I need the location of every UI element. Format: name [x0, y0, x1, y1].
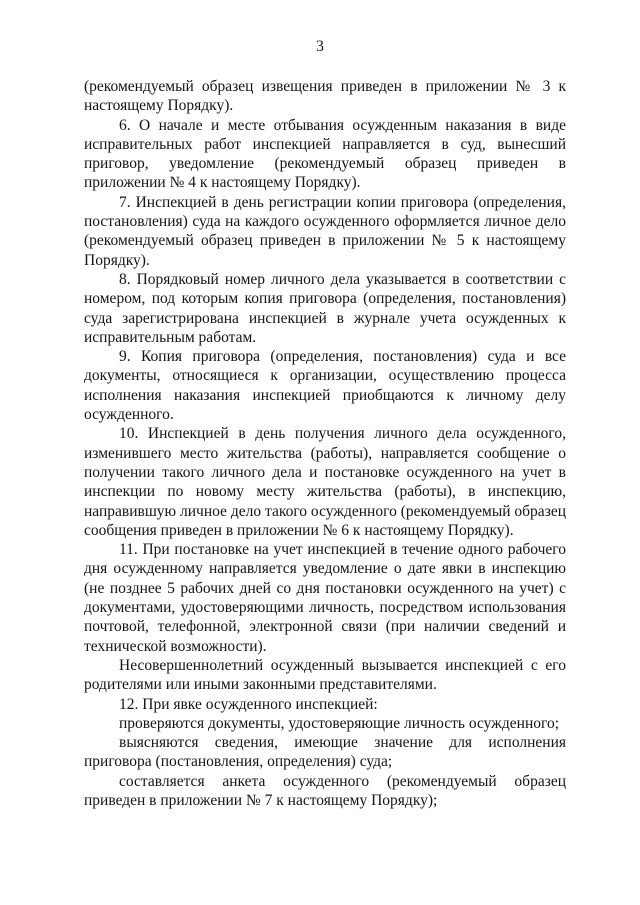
paragraph-item-8: 8. Порядковый номер личного дела указывается в соответствии с номером, под которым копия приговора (определения, постановления) суда зарегистрирована инспекцией в журнале учета осужденных к исправительным работам. — [84, 270, 566, 346]
paragraph-continuation: (рекомендуемый образец извещения приведен в приложении № 3 к настоящему Порядку). — [84, 78, 566, 115]
paragraph-item-12-clarify-info: выясняются сведения, имеющие значение для исполнения приговора (постановления, определения) суда; — [84, 734, 566, 771]
paragraph-item-10: 10. Инспекцией в день получения личного дела осужденного, изменившего место жительства (работы), направляется сообщение о получении такого личного дела и постановке осужденного на учет в инспекции по новому месту жительства (работы), в инспекцию, направившую личное дело такого осужденного (рекомендуемый образец сообщения приведен в приложении № 6 к настоящему Порядку). — [84, 425, 566, 539]
document-body — [84, 77, 566, 810]
page-number: 3 — [316, 38, 324, 55]
paragraph-item-11: 11. При постановке на учет инспекцией в течение одного рабочего дня осужденному направляется уведомление о дате явки в инспекцию (не позднее 5 рабочих дней со дня постановки осужденного на учет) с документами, удостоверяющими личность, посредством использования почтовой, телефонной, электронной связи (при наличии сведений и технической возможности). — [84, 541, 566, 655]
paragraph-item-9: 9. Копия приговора (определения, постановления) суда и все документы, относящиеся к организации, осуществлению процесса исполнения наказания инспекцией приобщаются к личному делу осужденного. — [84, 348, 566, 424]
paragraph-minor-convict: Несовершеннолетний осужденный вызывается инспекцией с его родителями или иными законными представителями. — [84, 656, 566, 694]
paragraph-item-12-questionnaire: составляется анкета осужденного (рекомендуемый образец приведен в приложении № 7 к настоящему Порядку); — [84, 772, 566, 809]
paragraph-item-6: 6. О начале и месте отбывания осужденным наказания в виде исправительных работ инспекцией направляется в суд, вынесший приговор, уведомление (рекомендуемый образец приведен в приложении № 4 к настоящему Порядку). — [84, 116, 566, 192]
paragraph-item-12: 12. При явке осужденного инспекцией: — [119, 695, 378, 713]
paragraph-item-12-check-documents: проверяются документы, удостоверяющие личность осужденного; — [119, 714, 560, 732]
paragraph-item-7: 7. Инспекцией в день регистрации копии приговора (определения, постановления) суда на каждого осужденного оформляется личное дело (рекомендуемый образец приведен в приложении № 5 к настоящему Порядку). — [84, 193, 566, 269]
